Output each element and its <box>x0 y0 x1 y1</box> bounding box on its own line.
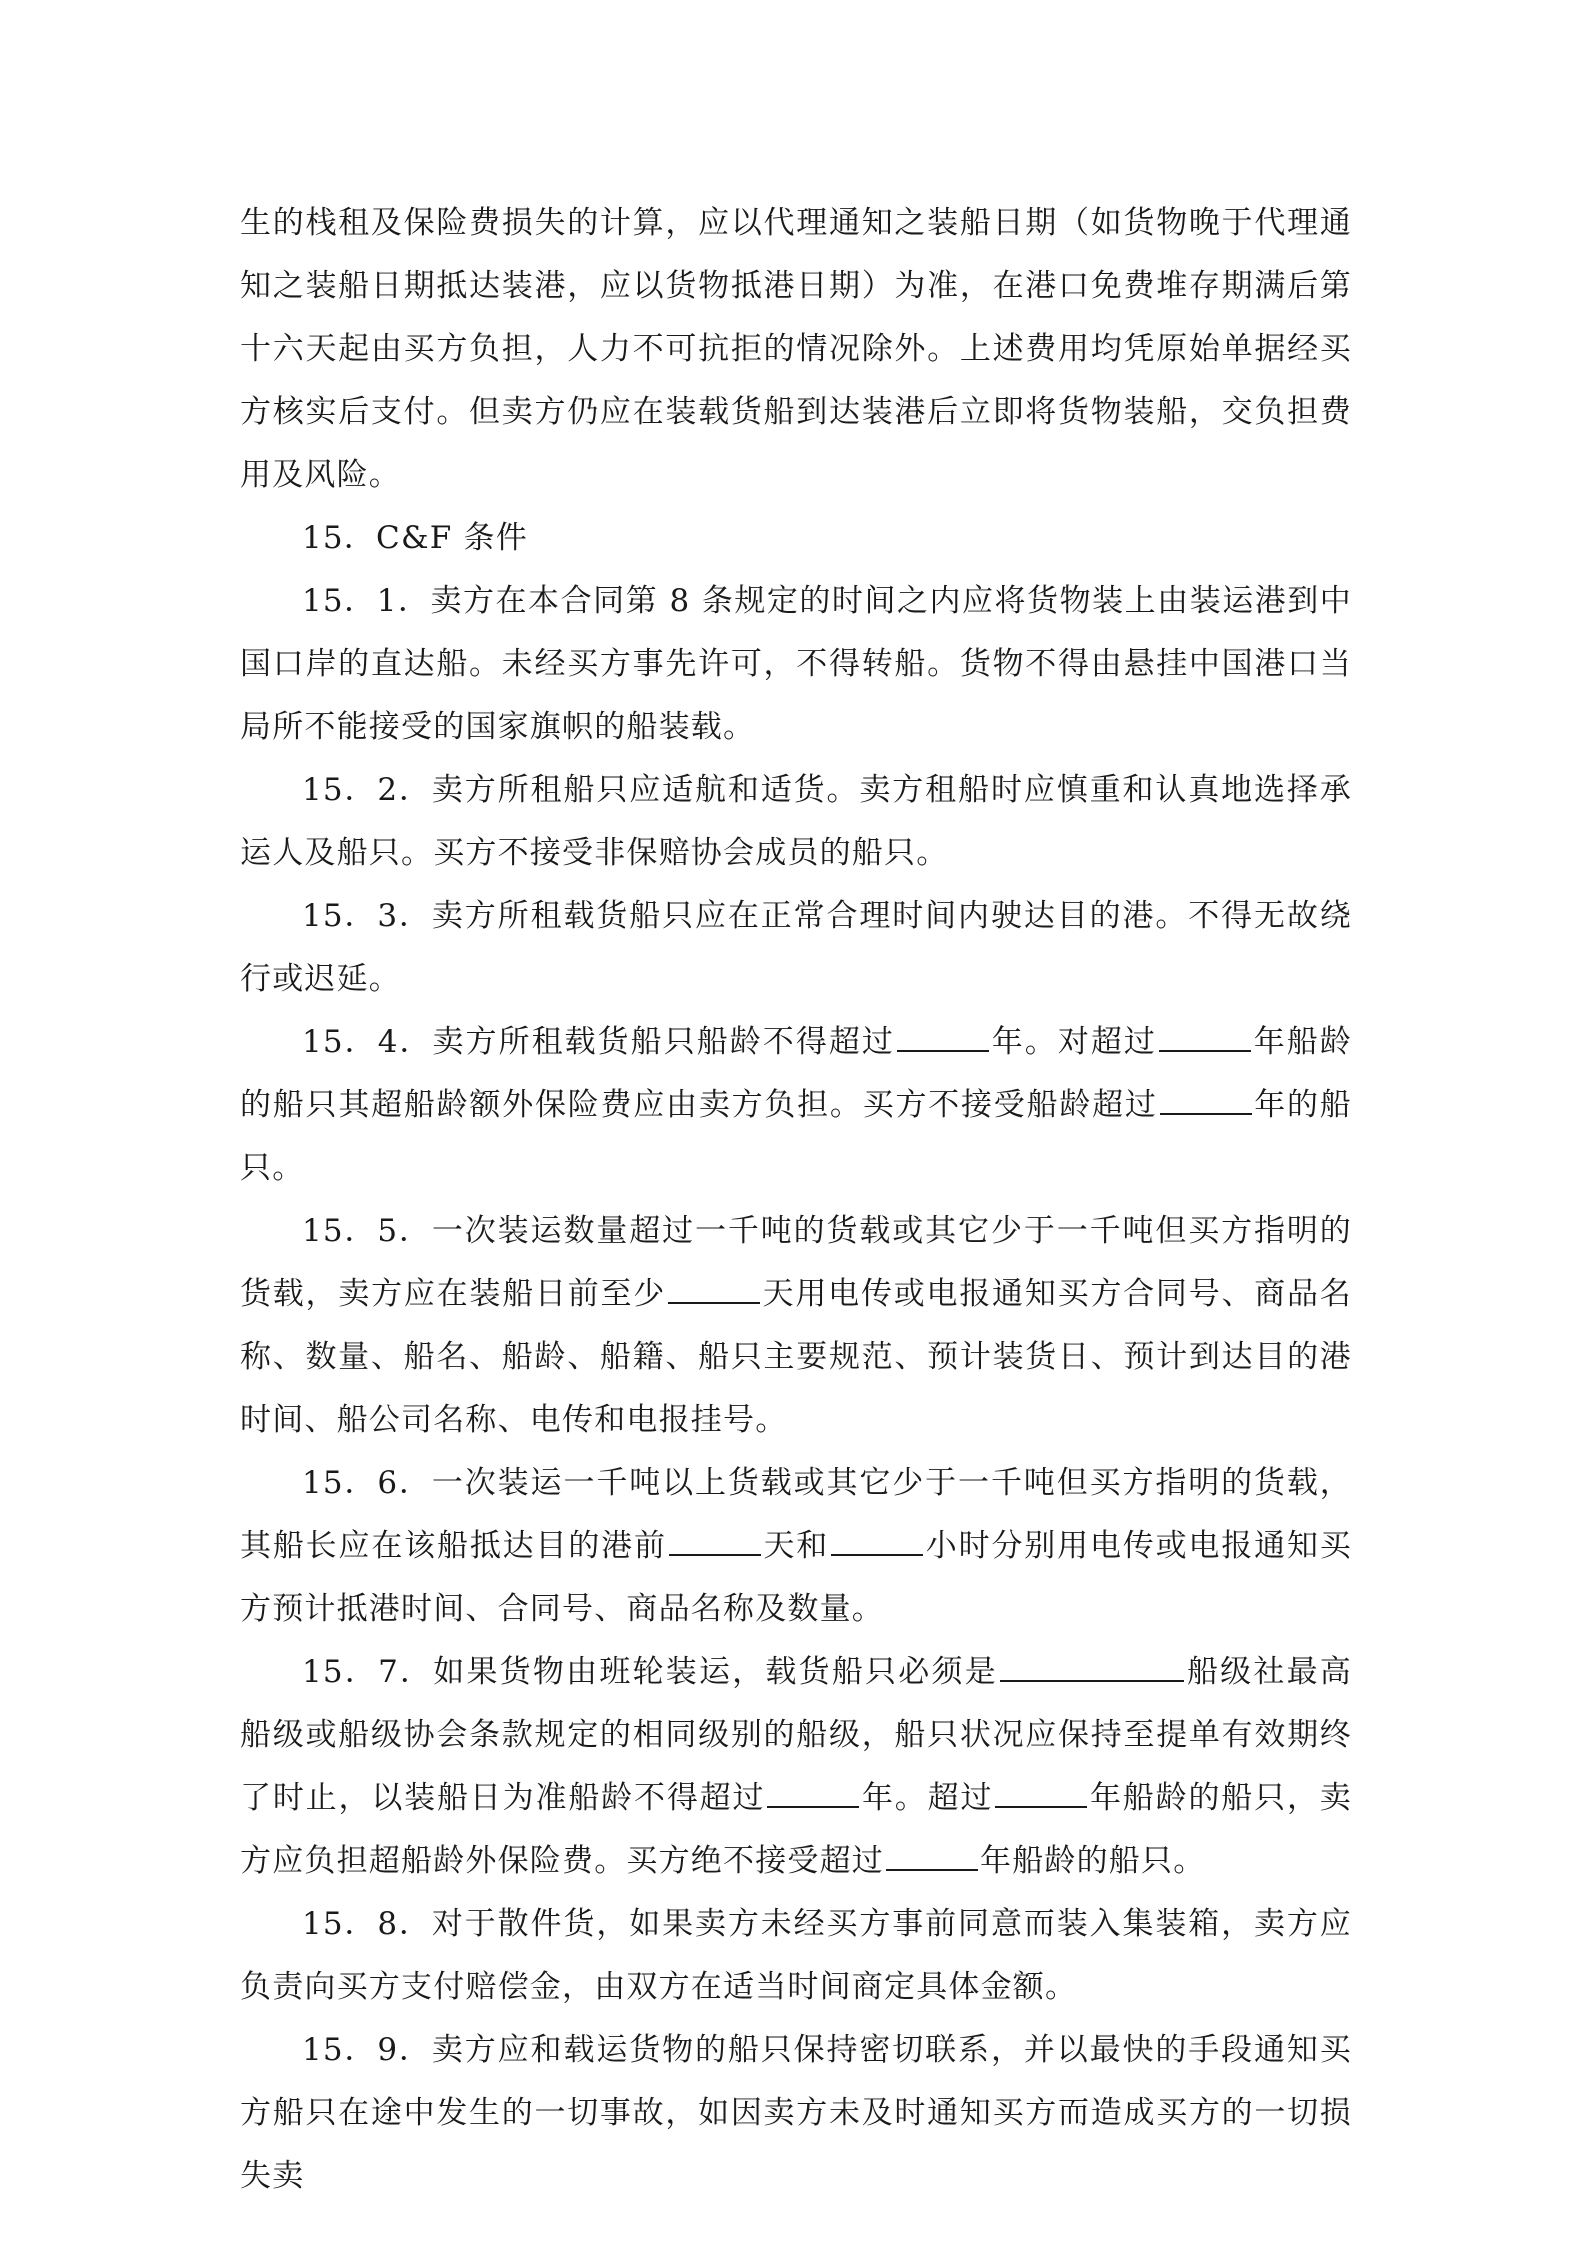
document-page <box>240 192 1352 2208</box>
clause-text: 15．2．卖方所租船只应适航和适货。卖方租船时应慎重和认真地选择承运人及船只。买方不接受非保赔协会成员的船只。 <box>240 772 1352 871</box>
fill-in-blank[interactable] <box>897 1022 989 1052</box>
clause-text: 15．3．卖方所租载货船只应在正常合理时间内驶达目的港。不得无故绕行或迟延。 <box>240 898 1352 997</box>
clause-text: 年。超过 <box>861 1780 994 1816</box>
clause-15-1 <box>240 570 1352 759</box>
clause-15-5 <box>240 1200 1352 1452</box>
fill-in-blank[interactable] <box>831 1526 923 1556</box>
clause-text: 天和 <box>762 1528 830 1564</box>
fill-in-blank[interactable] <box>995 1778 1087 1808</box>
clause-text: 年船龄的船只其超船龄额外保险费应由卖方负担。买方不接受船龄超过 <box>240 1024 1352 1123</box>
fill-in-blank[interactable] <box>886 1841 978 1871</box>
fill-in-blank[interactable] <box>1160 1085 1252 1115</box>
clause-text: 15．6．一次装运一千吨以上货载或其它少于一千吨但买方指明的货载，其船长应在该船抵达目的港前 <box>240 1465 1352 1564</box>
section-heading-cf-terms <box>240 507 1352 570</box>
clause-text: 年船龄的船只。 <box>980 1843 1206 1879</box>
heading-text: 15．C&F 条件 <box>302 520 528 556</box>
clause-text: 15．7．如果货物由班轮装运，载货船只必须是 <box>302 1654 998 1690</box>
fill-in-blank[interactable] <box>1159 1022 1251 1052</box>
fill-in-blank[interactable] <box>669 1526 761 1556</box>
clause-15-4 <box>240 1011 1352 1200</box>
clause-text: 小时分别用电传或电报通知买方预计抵港时间、合同号、商品名称及数量。 <box>240 1528 1352 1627</box>
clause-text: 15．1．卖方在本合同第 8 条规定的时间之内应将货物装上由装运港到中国口岸的直达船。未经买方事先许可，不得转船。货物不得由悬挂中国港口当局所不能接受的国家旗帜的船装载。 <box>240 583 1352 745</box>
clause-text: 15．9．卖方应和载运货物的船只保持密切联系，并以最快的手段通知买方船只在途中发生的一切事故，如因卖方未及时通知买方而造成买方的一切损失卖 <box>240 2032 1352 2194</box>
paragraph-text: 生的栈租及保险费损失的计算，应以代理通知之装船日期（如货物晚于代理通知之装船日期抵达装港，应以货物抵港日期）为准，在港口免费堆存期满后第十六天起由买方负担，人力不可抗拒的情况除外。上述费用均凭原始单据经买方核实后支付。但卖方仍应在装载货船到达装港后立即将货物装船，交负担费用及风险。 <box>240 205 1352 493</box>
clause-text: 15．5．一次装运数量超过一千吨的货载或其它少于一千吨但买方指明的货载，卖方应在装船日前至少 <box>240 1213 1352 1312</box>
clause-15-2 <box>240 759 1352 885</box>
clause-text: 船级社最高船级或船级协会条款规定的相同级别的船级，船只状况应保持至提单有效期终了时止，以装船日为准船龄不得超过 <box>240 1654 1353 1816</box>
clause-15-9 <box>240 2019 1352 2208</box>
clause-text: 年船龄的船只，卖方应负担超船龄外保险费。买方绝不接受超过 <box>240 1780 1352 1879</box>
clause-text: 年。对超过 <box>990 1024 1157 1060</box>
clause-15-3 <box>240 885 1352 1011</box>
fill-in-blank[interactable] <box>668 1274 760 1304</box>
fill-in-blank[interactable] <box>767 1778 859 1808</box>
clause-15-8 <box>240 1893 1352 2019</box>
clause-15-6 <box>240 1452 1352 1641</box>
fill-in-blank[interactable] <box>1000 1652 1184 1682</box>
paragraph-cost-continuation <box>240 192 1352 507</box>
clause-text: 15．8．对于散件货，如果卖方未经买方事前同意而装入集装箱，卖方应负责向买方支付赔偿金，由双方在适当时间商定具体金额。 <box>240 1906 1352 2005</box>
clause-text: 15．4．卖方所租载货船只船龄不得超过 <box>302 1024 895 1060</box>
clause-text: 天用电传或电报通知买方合同号、商品名称、数量、船名、船龄、船籍、船只主要规范、预计装货日、预计到达目的港时间、船公司名称、电传和电报挂号。 <box>240 1276 1352 1438</box>
clause-15-7 <box>240 1641 1352 1893</box>
clause-text: 年的船只。 <box>240 1087 1352 1186</box>
